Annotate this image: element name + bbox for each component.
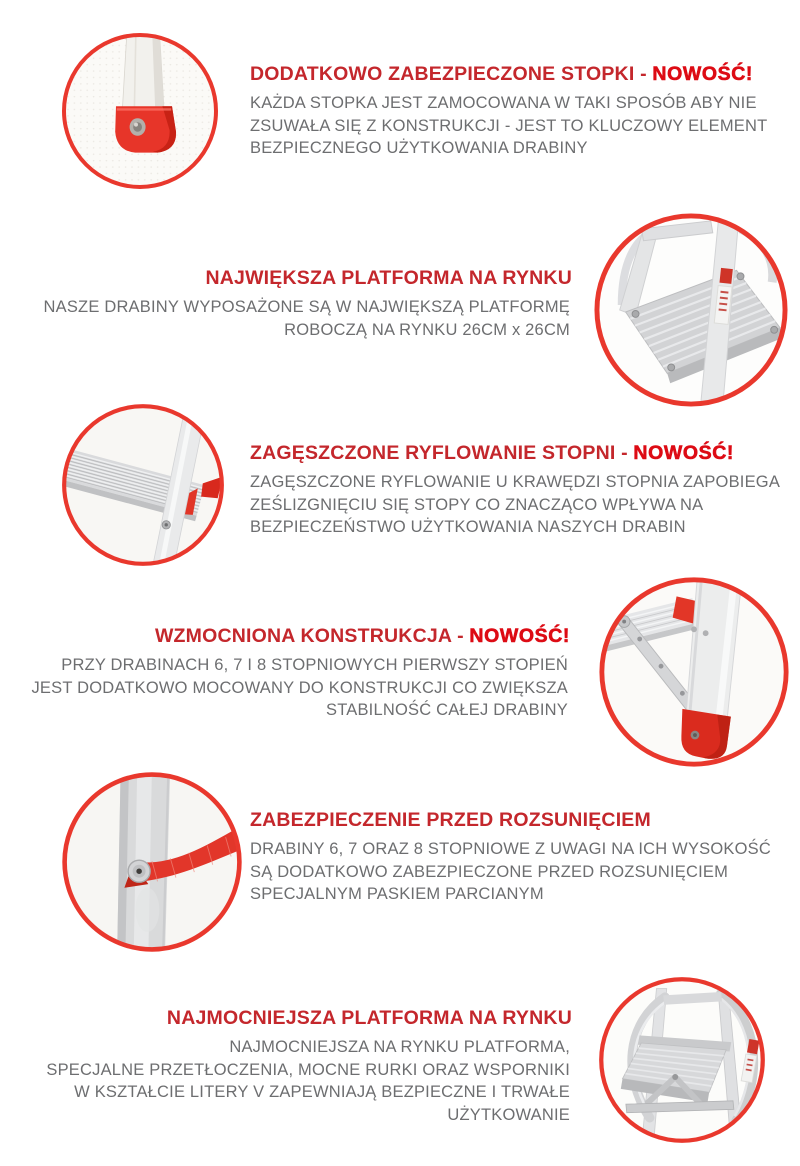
- nowosc-badge: NOWOŚĆ!: [633, 442, 735, 464]
- section-rozsuniecie: [250, 808, 795, 906]
- nowosc-badge: NOWOŚĆ!: [652, 63, 753, 85]
- platform-underside-photo: [597, 975, 767, 1145]
- step-ribbing-photo: [60, 402, 226, 568]
- section-heading: NAJMOCNIEJSZA PLATFORMA NA RYNKU: [166, 1007, 572, 1029]
- section-najmocniejsza: [18, 1006, 570, 1126]
- section-stopki: [250, 62, 795, 160]
- nowosc-badge: NOWOŚĆ!: [469, 625, 570, 647]
- section-body: NAJMOCNIEJSZA NA RYNKU PLATFORMA, SPECJALNE PRZETŁOCZENIA, MOCNE RURKI ORAZ WSPORNIKI W KSZTAŁCIE LITERY V ZAPEWNIAJĄ BEZPIECZNE I TRWAŁE UŻYTKOWANIE: [46, 1038, 570, 1124]
- section-platforma: [20, 266, 570, 341]
- section-heading: NAJWIĘKSZA PLATFORMA NA RYNKU: [205, 267, 572, 289]
- section-ryflowanie: [250, 441, 795, 539]
- section-body: ZAGĘSZCZONE RYFLOWANIE U KRAWĘDZI STOPNIA ZAPOBIEGA ZEŚLIZGNIĘCIU SIĘ STOPY CO ZNACZĄCO WPŁYWA NA BEZPIECZEŃSTWO UŻYTKOWANIA NASZYCH DRABIN: [250, 473, 781, 536]
- section-body: KAŻDA STOPKA JEST ZAMOCOWANA W TAKI SPOSÓB ABY NIE ZSUWAŁA SIĘ Z KONSTRUKCJI - JEST TO KLUCZOWY ELEMENT BEZPIECZNEGO UŻYTKOWANIA DRABINY: [250, 94, 768, 157]
- section-body: PRZY DRABINACH 6, 7 I 8 STOPNIOWYCH PIERWSZY STOPIEŃ JEST DODATKOWO MOCOWANY DO KONSTRUKCJI CO ZWIĘKSZA STABILNOŚĆ CAŁEJ DRABINY: [31, 656, 568, 719]
- section-konstrukcja: [18, 624, 568, 722]
- reinforced-step-photo: [597, 575, 791, 769]
- section-heading: ZABEZPIECZENIE PRZED ROZSUNIĘCIEM: [250, 809, 651, 831]
- section-body: DRABINY 6, 7 ORAZ 8 STOPNIOWE Z UWAGI NA ICH WYSOKOŚĆ SĄ DODATKOWO ZABEZPIECZONE PRZED ROZSUNIĘCIEM SPECJALNYM PASKIEM PARCIANYM: [250, 840, 771, 903]
- ladder-foot-cap-photo: [60, 31, 220, 191]
- platform-top-photo: [592, 211, 790, 409]
- safety-strap-photo: [60, 770, 244, 954]
- section-heading: ZAGĘSZCZONE RYFLOWANIE STOPNI - NOWOŚĆ!: [250, 442, 735, 464]
- section-heading: WZMOCNIONA KONSTRUKCJA - NOWOŚĆ!: [154, 625, 570, 647]
- section-body: NASZE DRABINY WYPOSAŻONE SĄ W NAJWIĘKSZĄ PLATFORMĘ ROBOCZĄ NA RYNKU 26CM x 26CM: [43, 298, 570, 339]
- section-heading: DODATKOWO ZABEZPIECZONE STOPKI - NOWOŚĆ!: [250, 63, 753, 85]
